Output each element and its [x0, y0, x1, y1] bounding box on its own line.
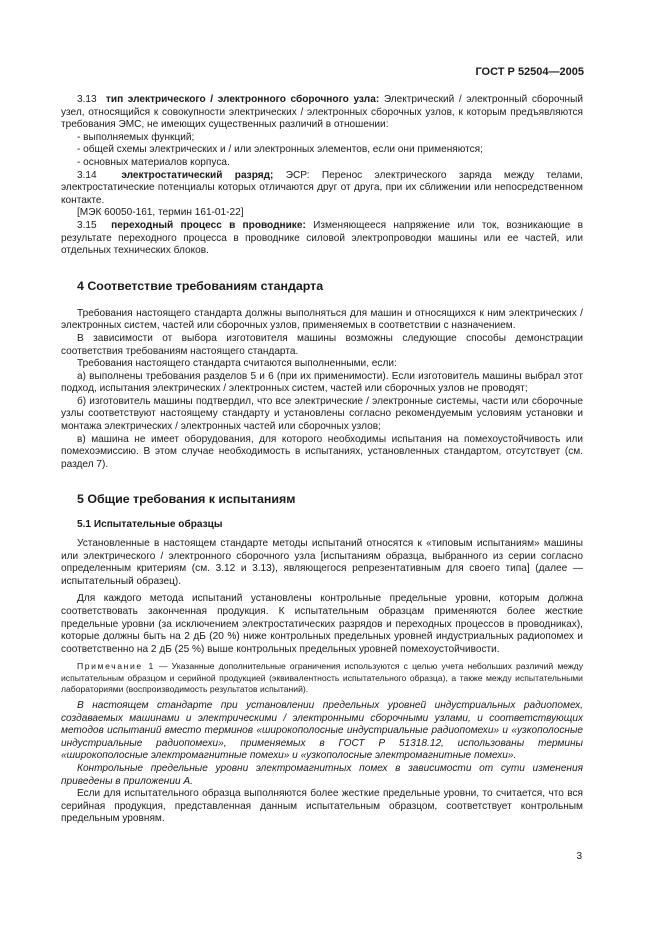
clause-number: 3.13: [77, 94, 97, 105]
paragraph: Для каждого метода испытаний установлены контрольные предельные уровни, которым должна соответствовать законченная продукция. К испытательным образцам применяются более жесткие предельные уровни (за исключением электростатических разрядов и переходных процессов в проводниках), которые должны быть на 2 дБ (20 %) ниже контрольных предельных уровней индустриальных радиопомех и соответственно на 2 дБ (25 %) выше контрольных предельных уровней помехоустойчивости.: [61, 593, 583, 655]
note-1: [61, 661, 583, 695]
definition: ЭСР: Перенос электрического заряда между телами, электростатические потенциалы которых отличаются друг от друга, при их сближении или непосредственном контакте.: [61, 169, 584, 206]
clause-number: 3.15: [77, 219, 97, 231]
note-label: Примечание 1: [77, 661, 155, 672]
list-item-b: б) изготовитель машины подтвердил, что все электрические / электронные системы, части или сборочные узлы соответствуют настоящему стандарту и установлены согласно рекомендуемым условиям установки и монтажа электрических / электронных частей или сборочных узлов;: [61, 395, 583, 433]
paragraph: Требования настоящего стандарта должны выполняться для машин и относящихся к ним электрических / электронных систем, частей или сборочных узлов, применяемых в соответствии с назначением.: [61, 307, 583, 332]
term: тип электрического / электронного сборочного узла:: [105, 94, 380, 105]
paragraph: Установленные в настоящем стандарте методы испытаний относятся к «типовым испытаниям» машины или электрического / электронного сборочного узла [испытаниям образца, выбранного из серии согласно определенным критериям (см. 3.12 и 3.13), являющегося репрезентативным для своего типа] (далее — испытательный образец).: [61, 538, 583, 587]
definition: Изменяющееся напряжение или ток, возникающие в результате переходного процесса в проводнике силовой электропроводки машины или ее частей, или отдельных технических блоков.: [61, 219, 584, 257]
section-4-heading: 4 Соответствие требованиям стандарта: [77, 278, 324, 293]
list-item-a: а) выполнены требования разделов 5 и 6 (при их применимости). Если изготовитель машины выбрал этот подход, испытания электрических / электронных систем, частей или сборочных узлов не проводят;: [61, 370, 583, 395]
page-number: 3: [576, 851, 582, 862]
list-item: - выполняемых функций;: [77, 131, 195, 143]
document-header: ГОСТ Р 52504—2005: [475, 66, 584, 78]
italic-paragraph: В настоящем стандарте при установлении предельных уровней индустриальных радиопомех, создаваемых машинами и электрическими / электронными сборочными узлами, и соответствующих методов испытаний вместо терминов «широкополосные индустриальные радиопомехи» и «узкополосные индустриальные радиопомехи», применяемых в ГОСТ Р 51318.12, использованы термины «широкополосные электромагнитные помехи» и «узкополосные электромагнитные помехи».: [61, 699, 583, 762]
list-item: - основных материалов корпуса.: [77, 156, 230, 168]
paragraph: Если для испытательного образца выполняются более жесткие предельные уровни, то считается, что вся серийная продукция, представленная данным испытательным образцом, соответствует контрольным предельным уровням.: [61, 788, 583, 825]
italic-paragraph: Контрольные предельные уровни электромагнитных помех в зависимости от сути изменения приведены в приложении А.: [61, 762, 583, 787]
subsection-5-1-heading: 5.1 Испытательные образцы: [77, 519, 223, 531]
paragraph-3-14: [61, 170, 583, 208]
clause-number: 3.14: [77, 169, 97, 181]
document-body: [61, 94, 583, 826]
definition: Электрический / электронный сборочный узел, относящийся к совокупности электрических / электронных сборочных узлов, к которым предъявляются требования ЭМС, не имеющих существенных различий в отношении:: [61, 94, 584, 131]
list-item: - общей схемы электрических и / или электронных элементов, если они применяются;: [77, 144, 483, 156]
paragraph-3-13: [61, 94, 583, 132]
reference: [МЭК 60050-161, термин 161-01-22]: [77, 207, 244, 219]
list-item-c: в) машина не имеет оборудования, для которого необходимы испытания на помехоустойчивость или помехоэмиссию. В этом случае необходимость в испытаниях, установленных стандартом, отсутствует (см. раздел 7).: [61, 433, 583, 470]
section-5-heading: 5 Общие требования к испытаниям: [77, 492, 296, 507]
term: электростатический разряд;: [121, 169, 274, 181]
paragraph: Требования настоящего стандарта считаются выполненными, если:: [77, 358, 397, 370]
term: переходный процесс в проводнике:: [111, 219, 306, 231]
paragraph: В зависимости от выбора изготовителя машины возможны следующие способы демонстрации соответствия требованиям настоящего стандарта.: [61, 332, 583, 357]
note-text: — Указанные дополнительные ограничения используются с целью учета небольших различий между испытательным образцом и серийной продукцией (эквивалентность испытательного образца), а также между испытательными лабораториями (воспроизводимость результатов испытаний).: [61, 661, 583, 694]
paragraph-3-15: [61, 220, 583, 258]
